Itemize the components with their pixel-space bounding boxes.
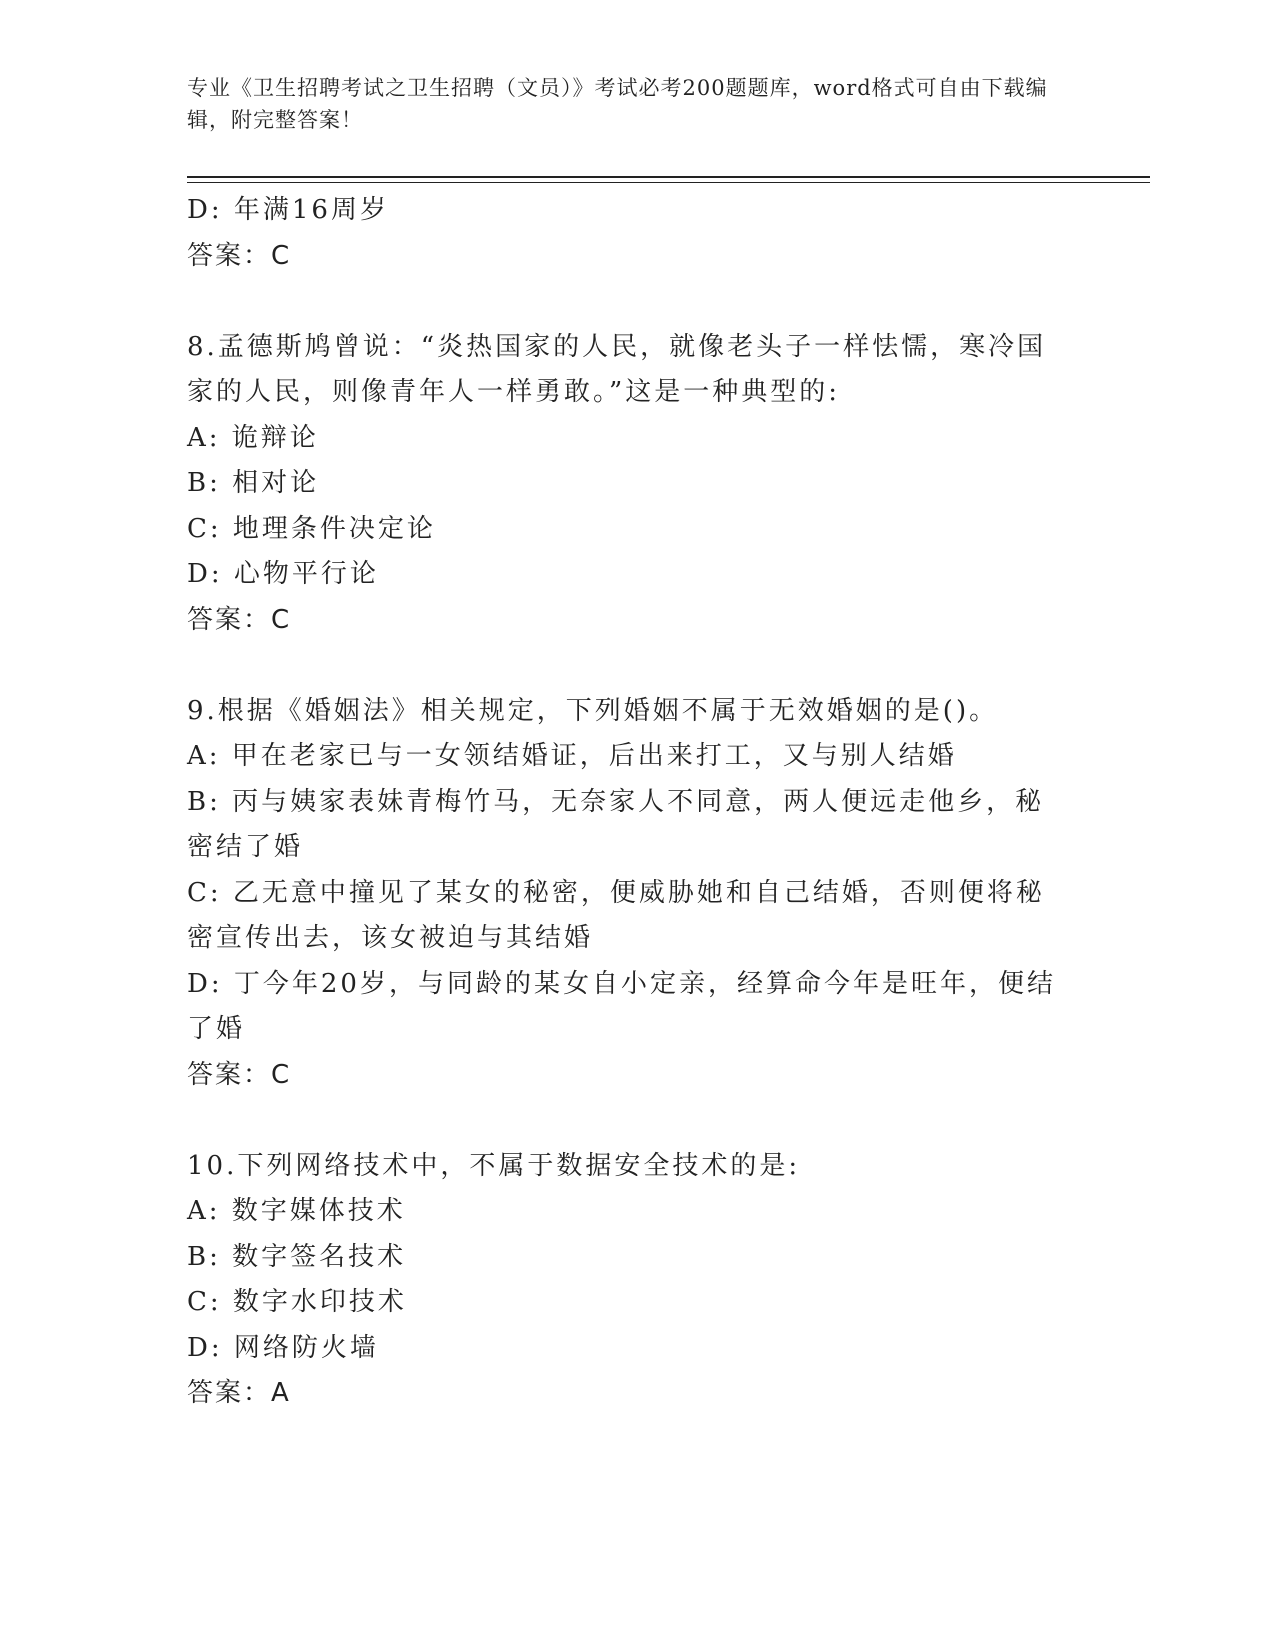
option-c: C: 数字水印技术 [187,1287,407,1317]
question-stem: 10.下列网络技术中，不属于数据安全技术的是: [187,1150,801,1181]
option-a: A: 诡辩论 [187,422,319,453]
option-d: D: 网络防火墙 [187,1332,379,1363]
question-8 [187,325,1067,644]
question-9 [187,689,1067,1099]
header-text: 专业《卫生招聘考试之卫生招聘（文员）》考试必考200题题库，word格式可自由下载编辑，附完整答案！ [187,76,1048,132]
option-c: C: 地理条件决定论 [187,513,436,544]
option-c: C: 乙无意中撞见了某女的秘密，便威胁她和自己结婚，否则便将秘密宣传出去，该女被迫与其结婚 [187,877,1045,953]
header-divider-thin [187,182,1150,183]
question-stem: 9.根据《婚姻法》相关规定，下列婚姻不属于无效婚姻的是()。 [187,695,999,726]
option-a: A: 甲在老家已与一女领结婚证，后出来打工，又与别人结婚 [187,741,957,771]
question-list [187,188,1067,1417]
question-stem: 8.孟德斯鸠曾说：“炎热国家的人民，就像老头子一样怯懦，寒冷国家的人民，则像青年人一样勇敢。”这是一种典型的: [187,331,1047,407]
option-b: B: 相对论 [187,468,320,498]
previous-question-tail [187,188,1067,279]
option-d: D: 丁今年20岁，与同龄的某女自小定亲，经算命今年是旺年，便结了婚 [187,968,1056,1044]
answer-line: 答案：A [187,1378,291,1408]
option-a: A: 数字媒体技术 [187,1196,406,1226]
option-d: D: 年满16周岁 [187,195,389,225]
option-d: D: 心物平行论 [187,559,379,589]
answer-line: 答案：C [187,604,292,635]
answer-line: 答案：C [187,1059,292,1090]
option-b: B: 丙与姨家表妹青梅竹马，无奈家人不同意，两人便远走他乡，秘密结了婚 [187,786,1045,862]
answer-line: 答案：C [187,240,292,271]
option-b: B: 数字签名技术 [187,1241,407,1272]
document-header [187,72,1067,136]
header-divider-thick [187,176,1150,178]
question-10 [187,1144,1067,1417]
